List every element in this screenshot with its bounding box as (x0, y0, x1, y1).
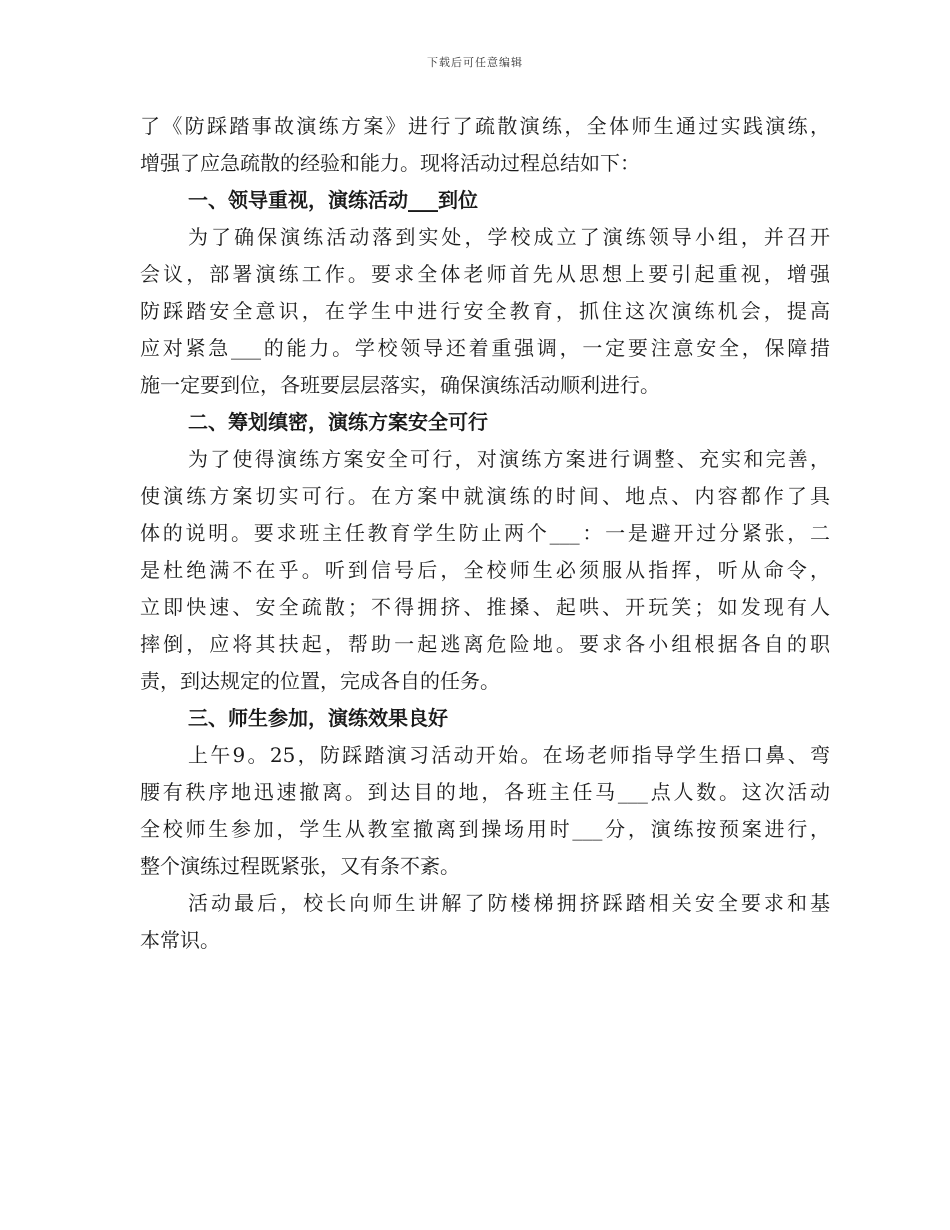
body-line: 防踩踏安全意识，在学生中进行安全教育，抓住这次演练机会，提高 (140, 299, 830, 323)
paragraph-first-line: 为了确保演练活动落到实处，学校成立了演练领导小组，并召开 (188, 225, 830, 249)
document-body (140, 108, 830, 959)
body-line: 了《防踩踏事故演练方案》进行了疏散演练，全体师生通过实践演练， (140, 114, 830, 138)
section-heading: 二、筹划缜密，演练方案安全可行 (188, 410, 488, 434)
section-heading: 一、领导重视，演练活动___到位 (188, 188, 478, 212)
body-line: 责，到达规定的位置，完成各自的任务。 (140, 669, 500, 693)
body-line: 是杜绝满不在乎。听到信号后，全校师生必须服从指挥，听从命令， (140, 558, 830, 582)
section-heading: 三、师生参加，演练效果良好 (188, 706, 448, 730)
paragraph-first-line: 活动最后，校长向师生讲解了防楼梯拥挤踩踏相关安全要求和基 (188, 891, 830, 915)
body-line: 体的说明。要求班主任教育学生防止两个___：一是避开过分紧张，二 (140, 521, 830, 545)
body-line: 应对紧急___的能力。学校领导还着重强调，一定要注意安全，保障措 (140, 336, 830, 360)
paragraph-first-line: 为了使得演练方案安全可行，对演练方案进行调整、充实和完善， (188, 447, 830, 471)
body-line: 会议，部署演练工作。要求全体老师首先从思想上要引起重视，增强 (140, 262, 830, 286)
paragraph-first-line: 上午9。25，防踩踏演习活动开始。在场老师指导学生捂口鼻、弯 (188, 743, 830, 767)
body-line: 使演练方案切实可行。在方案中就演练的时间、地点、内容都作了具 (140, 484, 830, 508)
body-line: 腰有秩序地迅速撤离。到达目的地，各班主任马___点人数。这次活动 (140, 780, 830, 804)
body-line: 整个演练过程既紧张，又有条不紊。 (140, 854, 460, 878)
body-line: 增强了应急疏散的经验和能力。现将活动过程总结如下： (140, 151, 640, 175)
page-header: 下载后可任意编辑 (427, 56, 523, 69)
body-line: 立即快速、安全疏散；不得拥挤、推搡、起哄、开玩笑；如发现有人 (140, 595, 830, 619)
body-line: 本常识。 (140, 928, 220, 952)
body-line: 施一定要到位，各班要层层落实，确保演练活动顺利进行。 (140, 373, 660, 397)
body-line: 摔倒，应将其扶起，帮助一起逃离危险地。要求各小组根据各自的职 (140, 632, 830, 656)
body-line: 全校师生参加，学生从教室撤离到操场用时___分，演练按预案进行， (140, 817, 830, 841)
